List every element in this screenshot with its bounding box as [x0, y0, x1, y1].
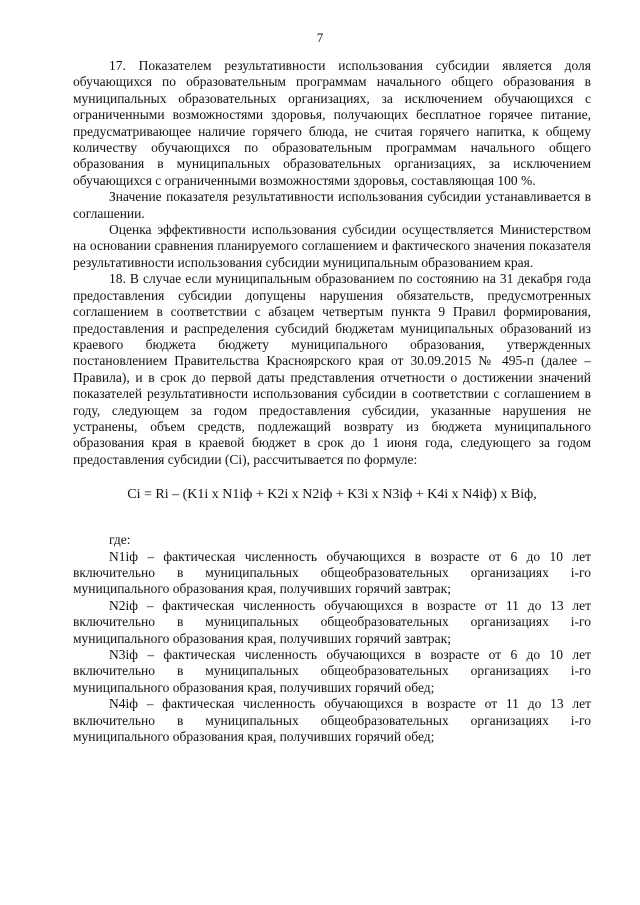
refund-formula: Ci = Ri – (K1i x N1iф + K2i x N2iф + K3i x N3iф + K4i x N4iф) x Biф, [127, 487, 537, 503]
paragraph-efficiency-assessment: Оценка эффективности использования субсидии осуществляется Министерством на основании сравнения планируемого соглашением и фактического значения показателя результативности использования субсидии муниципальным образованием края. [73, 222, 591, 270]
where-label: где: [109, 532, 131, 548]
paragraph-17: 17. Показателем результативности использования субсидии является доля обучающихся по образовательным программам начального общего образования в муниципальных образовательных организациях, за исключением обучающихся с ограниченными возможностями здоровья, получающих бесплатное горячее питание, предусматривающее наличие горячего блюда, не считая горячего напитка, к общему количеству обучающихся по образовательным программам начального общего образования в муниципальных образовательных организациях, за исключением обучающихся с ограниченными возможностями здоровья, составляющая 100 %. [73, 58, 591, 188]
paragraph-18: 18. В случае если муниципальным образованием по состоянию на 31 декабря года предоставления субсидии допущены нарушения обязательств, предусмотренных соглашением в соответствии с абзацем четвертым пункта 9 Правил формирования, предоставления и распределения субсидий бюджетам муниципальных образований из краевого бюджета бюджету муниципального образования, утвержденных постановлением Правительства Красноярского края от 30.09.2015 № 495-п (далее – Правила), и в срок до первой даты представления отчетности о достижении значений показателей результативности использования субсидии в соответствии с соглашением в году, следующем за годом предоставления субсидии, указанные нарушения не устранены, объем средств, подлежащий возврату из бюджета муниципального образования края в краевой бюджет в срок до 1 июня года, следующего за годом предоставления субсидии (Ci), рассчитывается по формуле: [73, 271, 591, 467]
paragraph-indicator-value: Значение показателя результативности использования субсидии устанавливается в соглашении. [73, 189, 591, 221]
definition-n2: N2iф – фактическая численность обучающихся в возрасте от 11 до 13 лет включительно в муниципальных общеобразовательных организациях i-го муниципального образования края, получивших горячий завтрак; [73, 597, 591, 646]
page-number: 7 [316, 30, 324, 45]
definition-n3: N3iф – фактическая численность обучающихся в возрасте от 6 до 10 лет включительно в муниципальных общеобразовательных организациях i-го муниципального образования края, получивших горячий обед; [73, 647, 591, 695]
definition-n1: N1iф – фактическая численность обучающихся в возрасте от 6 до 10 лет включительно в муниципальных общеобразовательных организациях i-го муниципального образования края, получивших горячий завтрак; [73, 548, 591, 597]
definition-n4: N4iф – фактическая численность обучающихся в возрасте от 11 до 13 лет включительно в муниципальных общеобразовательных организациях i-го муниципального образования края, получивших горячий обед; [73, 696, 591, 745]
document-body [73, 58, 591, 745]
